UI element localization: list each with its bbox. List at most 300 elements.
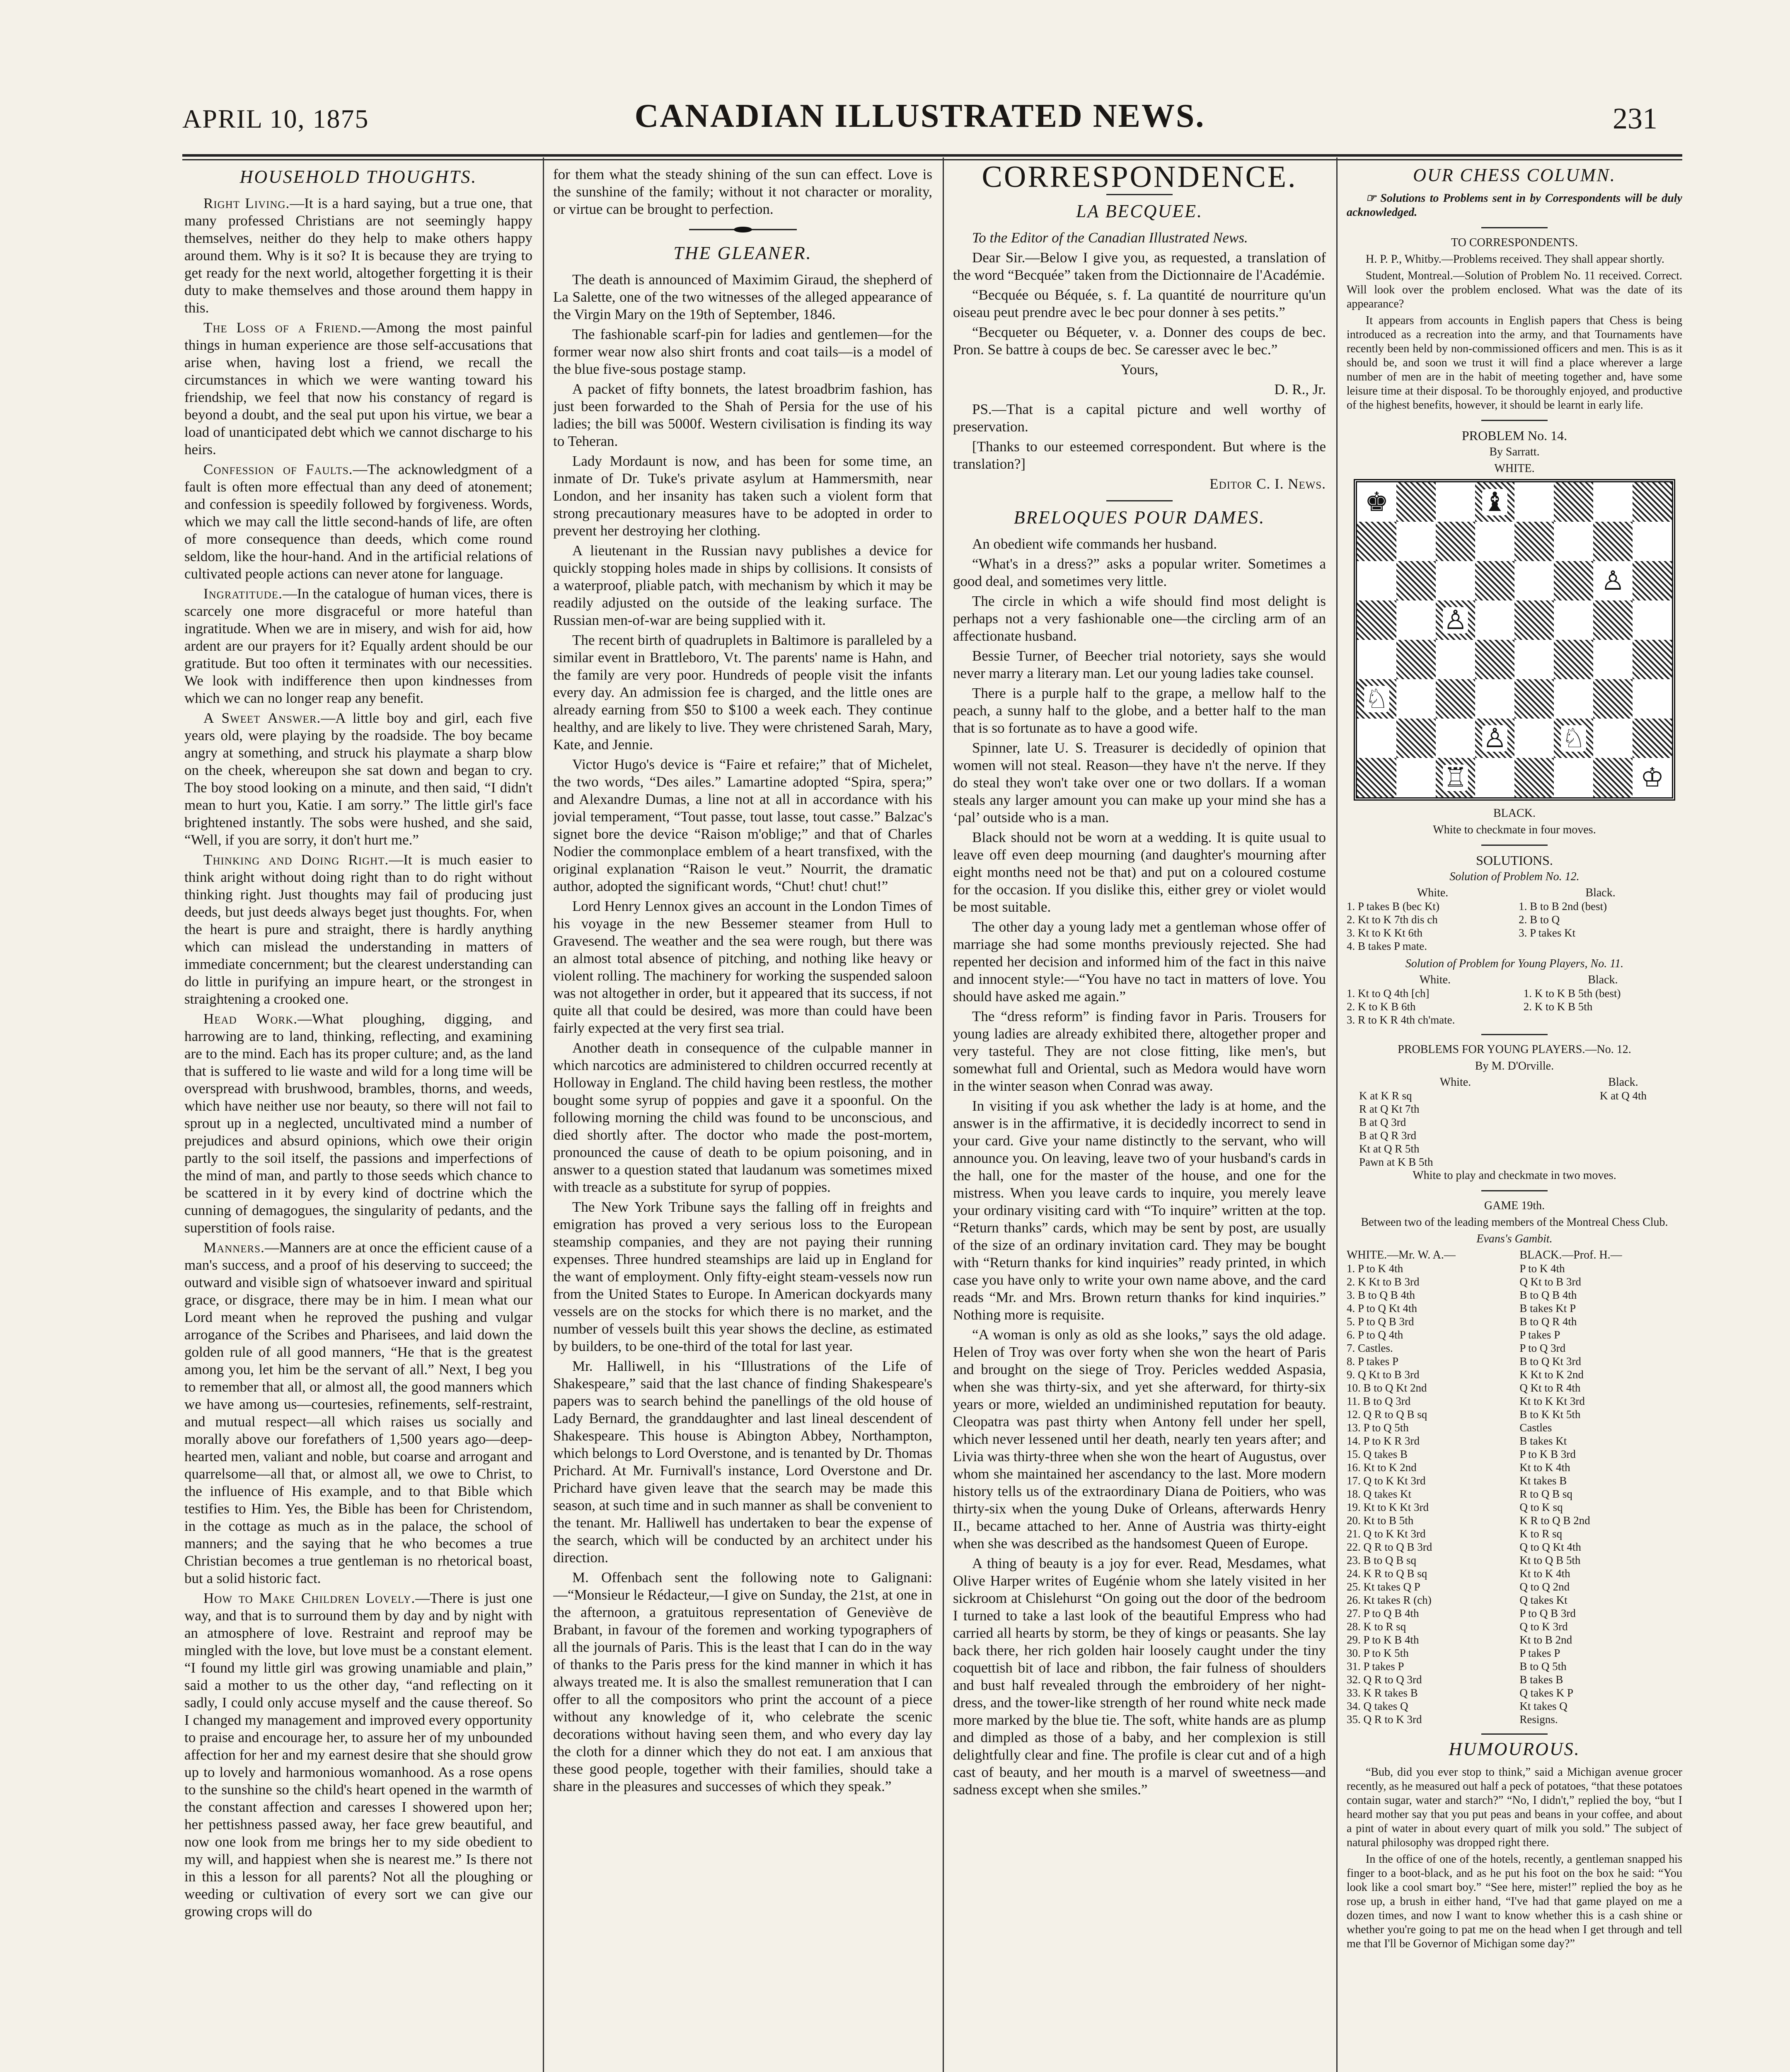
letter-closing: Yours, [1120,361,1159,378]
subsection-title: LA BECQUEE. [1076,201,1203,221]
white-move: 28. K to R sq [1347,1620,1406,1633]
column-correspondence [953,166,1326,2072]
black-header: Black. [1588,973,1618,986]
board-square [1396,640,1436,679]
paragraph-text: —What ploughing, digging, and harrowing are to land, thinking, reflecting, and examining are to the mind. Each has its proper culture; and, as the land that is suffered to lie waste and wild for a long time will be overspread with brushwood, brambles, thorns, and weeds, which have neither use nor beauty, so there will not fail to sprout up in a neglected, uncultivated mind a number of prejudices and absurd opinions, which owe their origin partly to the soil itself, the passions and imperfections of the mind of man, and partly to those seeds which chance to be scattered in it by every kind of doctrine which the cunning of demagogues, the singularity of pedants, and the superstition of fools raise. [184,1011,532,1236]
white-move: 6. P to Q 4th [1347,1329,1403,1341]
white-move: 3. R to K R 4th ch'mate. [1347,1014,1455,1026]
section-title: THE GLEANER. [673,243,812,263]
black-move: 2. B to Q [1519,913,1560,926]
black-move: P to Q B 3rd [1519,1607,1576,1619]
white-move: 22. Q R to Q B 3rd [1347,1541,1432,1553]
board-square [1475,482,1514,522]
move-row [1347,1646,1682,1660]
paragraph [184,195,532,317]
problem-title: PROBLEM No. 14. [1461,428,1567,443]
board-square [1554,640,1593,679]
white-move: 1. Kt to Q 4th [ch] [1347,987,1430,1000]
issue-date: APRIL 10, 1875 [182,104,369,133]
board-square [1357,522,1396,561]
move-row [1347,1713,1682,1726]
white-move: 9. Q Kt to B 3rd [1347,1368,1420,1381]
board-square [1396,561,1436,600]
white-move: 2. K Kt to B 3rd [1347,1276,1420,1288]
column-gleaner [553,166,932,2072]
white-move: 4. B takes P mate. [1347,940,1427,952]
paragraph-lead: A Sweet Answer. [203,710,321,726]
paragraph: A thing of beauty is a joy for ever. Read, Mesdames, what Olive Harper writes of Eugénie whom she lately visited in her sickroom at Chislehurst “On going out the door of the bedroom I turned to take a last look of the beautiful Empress who had carried all hearts by storm, be they of kings or peasants. She lay back there, her rich golden hair loosely caught under the tiny coquettish bit of lace and ribbon, the fair fulness of shoulders and bust half revealed through the embroidery of her night-dress, and the tower-like strength of her round white neck made more marked by the blue tie. The soft, white hands are as plump and dimpled as those of a baby, and her complexion is still delightfully clear and fine. The profile is clear cut and of a high cast of beauty, and her mouth is a marvel of sweetness—and sadness except when she smiles.” [953,1555,1326,1798]
board-square [1436,482,1475,522]
divider [1481,1190,1548,1191]
black-move: Kt takes Q [1519,1700,1567,1712]
white-move: 4. P to Q Kt 4th [1347,1302,1417,1314]
white-piece-position: Kt at Q R 5th [1359,1143,1420,1155]
solution-table [1347,886,1682,953]
board-square [1514,758,1554,797]
black-move: Q takes K P [1519,1687,1574,1699]
game-intro: Between two of the leading members of the Montreal Chess Club. [1361,1216,1668,1229]
chess-piece-icon: ♝ [1483,487,1507,517]
divider [1106,194,1173,195]
section-title: CORRESPONDENCE. [982,166,1297,194]
paragraph-lead: Manners. [203,1239,265,1256]
board-square [1633,522,1672,561]
move-row [1347,1275,1682,1288]
subsection-title: TO CORRESPONDENTS. [1451,236,1578,249]
position-table [1347,1076,1682,1169]
chess-notice: ☞ Solutions to Problems sent in by Correspondents will be duly acknowledged. [1347,192,1682,219]
board-square [1633,561,1672,600]
board-square [1396,482,1436,522]
board-square [1396,758,1436,797]
board-square [1593,679,1633,719]
column-divider [943,157,944,2072]
black-move: B to K Kt 5th [1519,1408,1581,1421]
move-row [1347,1262,1682,1275]
black-move: Kt to K 4th [1519,1567,1570,1580]
paragraph: In the office of one of the hotels, recently, a gentleman snapped his finger to a boot-black, and as he put his foot on the box he said: “You look like a cool smart boy.” “See here, mister!” replied the boy as he rose up, a brush in either hand, “I've had that game played on me a dozen times, and now I want to know whether this is a cash shine or whether you're going to pat me on the head when I get through and tell me that I'll be Governor of Michigan some day?” [1347,1853,1682,1950]
problem-author: By M. D'Orville. [1475,1060,1554,1072]
black-move: Q Kt to B 3rd [1519,1276,1581,1288]
solution-title: Solution of Problem No. 12. [1449,870,1580,883]
white-move: 15. Q takes B [1347,1448,1408,1460]
black-piece-position: K at Q 4th [1599,1089,1647,1102]
board-square [1554,719,1593,758]
move-row [1347,1461,1682,1474]
paragraph: “What's in a dress?” asks a popular writer. Sometimes a good deal, and sometimes very little. [953,556,1326,589]
black-move: Kt to K Kt 3rd [1519,1395,1585,1407]
black-move: B to Q Kt 3rd [1519,1355,1581,1368]
board-square [1475,600,1514,640]
board-square [1593,522,1633,561]
masthead [182,95,1657,153]
paragraph: “Bub, did you ever stop to think,” said a Michigan avenue grocer recently, as he measured out half a peck of potatoes, “that these potatoes contain sugar, water and starch?” “No, I didn't,” replied the boy, “but I heard mother say that you put peas and beans in your coffee, and about a pint of water in about every quart of milk you sold.” The subject of natural philosophy was dropped right there. [1347,1766,1682,1849]
board-square [1436,719,1475,758]
paragraph-text: —In the catalogue of human vices, there is scarcely one more disgraceful or more hateful than ingratitude. When we are in misery, and wish for aid, how ardent are our prayers for it? Equally ardent should be our gratitude. But too often it terminates with our necessities. We look with indifference then upon kindnesses from which we can no longer reap any benefit. [184,586,532,706]
divider [1481,227,1548,228]
move-row [1347,1540,1682,1554]
white-move: 2. Kt to K 7th dis ch [1347,913,1438,926]
board-square [1396,679,1436,719]
editor-note: [Thanks to our esteemed correspondent. But where is the translation?] [953,438,1326,472]
paragraph-text: —There is just one way, and that is to surround them by day and by night with an atmosphere of love. Restraint and reproof may be mingled with the love, but love must be a constant element. “I found my little girl was growing unamiable and plain,” said a mother to us the other day, “and reflecting on it sadly, I could only accuse myself and the cause thereof. So I changed my management and improved every opportunity to praise and encourage her, to assure her of my unbounded affection for her and my earnest desire that she should grow up to lovely and harmonious womanhood. As a rose opens to the sunshine so the child's heart opened in the warmth of the constant affection and caresses I showered upon her; her pettishness passed away, her face grew beautiful, and now one look from me brings her to my side obedient to my will, and happiest when she is nearest me.” Is there not in this a lesson for all parents? Not all the ploughing or weeding or cultivation of every sort we can give our growing crops will do [184,1590,532,1920]
board-square [1436,561,1475,600]
problem-title: PROBLEMS FOR YOUNG PLAYERS.—No. 12. [1398,1043,1631,1056]
board-square [1436,522,1475,561]
black-move: K Kt to K 2nd [1519,1368,1584,1381]
board-square [1514,679,1554,719]
board-caption: White to checkmate in four moves. [1433,823,1596,836]
board-square [1633,679,1672,719]
black-move: Castles [1519,1421,1552,1434]
solutions-title: SOLUTIONS. [1476,853,1553,868]
black-move: B takes Kt [1519,1435,1567,1447]
black-move: P takes P [1519,1329,1560,1341]
board-square [1357,561,1396,600]
paragraph: The circle in which a wife should find most delight is perhaps not a very fashionable one—the circling arm of an affectionate husband. [953,593,1326,644]
move-row [1347,1381,1682,1394]
move-row [1347,1315,1682,1328]
divider [1106,500,1173,501]
board-square [1514,600,1554,640]
paragraph: The death is announced of Maximim Giraud, the shepherd of La Salette, one of the two witnesses of the alleged appearance of the Virgin Mary on the 19th of September, 1846. [553,271,932,322]
board-square [1633,600,1672,640]
black-move: R to Q B sq [1519,1488,1572,1500]
board-square [1357,758,1396,797]
paragraph-lead: Head Work. [203,1011,298,1027]
letter-address: To the Editor of the Canadian Illustrated News. [972,230,1248,246]
white-move: 27. P to Q B 4th [1347,1607,1419,1619]
move-row [1347,1487,1682,1501]
paragraph: Victor Hugo's device is “Faire et refaire;” that of Michelet, the two words, “Des ailes.” Lamartine adopted “Spira, spera;” and Alexandre Dumas, a line not at all in accordance with his jovial temperament, “Tout passe, tout lasse, tout casse.” Balzac's signet bore the device “Raison m'oblige;” and that of Charles Nodier the commonplace emblem of a heart transfixed, with the original explanation “Raison le veut.” Nourrit, the dramatic author, adopted the significant words, “Chut! chut! chut!” [553,756,932,894]
white-move: 8. P takes P [1347,1355,1399,1368]
paragraph-lead: The Loss of a Friend. [203,320,362,336]
move-row [1347,1633,1682,1646]
article-body [184,195,532,1920]
move-row [1347,1593,1682,1607]
game-title: GAME 19th. [1484,1199,1545,1212]
move-row [1347,1447,1682,1461]
divider [1481,1733,1548,1735]
white-move: 24. K R to Q B sq [1347,1567,1427,1580]
white-move: 13. P to Q 5th [1347,1421,1409,1434]
move-row [1347,1567,1682,1580]
board-square [1436,679,1475,719]
board-square [1475,640,1514,679]
black-move: 1. K to K B 5th (best) [1523,987,1621,1000]
board-square [1593,719,1633,758]
move-row [1347,939,1682,953]
move-row [1347,1434,1682,1447]
board-square [1514,561,1554,600]
black-player: BLACK.—Prof. H.— [1519,1249,1622,1261]
white-move: 12. Q R to Q B sq [1347,1408,1427,1421]
newspaper-title: CANADIAN ILLUSTRATED NEWS. [634,98,1205,134]
black-move: Q to K 3rd [1519,1620,1568,1633]
white-move: 21. Q to K Kt 3rd [1347,1527,1426,1540]
article-body [553,271,932,1795]
board-square [1436,600,1475,640]
board-white-label: WHITE. [1494,462,1535,475]
paragraph: Spinner, late U. S. Treasurer is decidedly of opinion that women will not steal. Reason—they have n't the nerve. If they do steal they won't take over one or two dollars. If a woman steals any larger amount you can make up your mind she has a ‘pal’ outside who is a man. [953,740,1326,825]
black-move: B takes B [1519,1673,1563,1686]
white-move: 34. Q takes Q [1347,1700,1408,1712]
black-move: P to Q 3rd [1519,1342,1566,1354]
black-move: Kt to B 2nd [1519,1634,1572,1646]
paragraph [184,585,532,707]
white-move: 10. B to Q Kt 2nd [1347,1382,1427,1394]
move-row [1347,1394,1682,1408]
board-square [1396,522,1436,561]
paragraph: There is a purple half to the grape, a mellow half to the peach, a sunny half to the globe, and a better half to the man that is so fortunate as to have a good wife. [953,685,1326,736]
paragraph: Bessie Turner, of Beecher trial notoriety, says she would never marry a literary man. Let our young ladies take counsel. [953,648,1326,681]
game-opening: Evans's Gambit. [1476,1232,1553,1245]
move-row [1347,1699,1682,1713]
postscript: PS.—That is a capital picture and well worthy of preservation. [953,401,1326,435]
black-move: Kt to K 4th [1519,1461,1570,1474]
chess-piece-icon: ♙ [1443,605,1468,635]
article-body [953,535,1326,1798]
move-row [1347,1000,1682,1013]
paragraph: The New York Tribune says the falling off in freights and emigration has proved a very serious loss to the European steamship companies, and they are not paying their running expenses. Three hundred steamships are laid up in England for the want of employment. Only fifty-eight steam-vessels now run from the United States to Europe. In American dockyards many vessels are on the stocks for which there is no market, and the number of vessels built this year shows the decline, as estimated by builders, to be one-third of the total for last year. [553,1199,932,1354]
paragraph [184,1590,532,1920]
header-rule-thin [182,159,1682,160]
move-row [1347,1607,1682,1620]
board-square [1514,640,1554,679]
subsection-title: BRELOQUES POUR DAMES. [1014,507,1265,528]
white-header: White. [1439,1076,1471,1089]
move-row [1347,1355,1682,1368]
column-divider [1336,157,1338,2072]
problem-caption: White to play and checkmate in two moves. [1413,1169,1616,1182]
letter-paragraph: “Becqueter ou Béqueter, v. a. Donner des coups de bec. Pron. Se battre à coups de bec. Se caresser avec le bec.” [953,324,1326,358]
correspondents-body [1347,252,1682,412]
paragraph: A lieutenant in the Russian navy publishes a device for quickly stopping holes made in ships by collisions. It consists of a waterproof, pliable patch, with mechanism by which it may be readily adjusted on the outside of the leaking surface. The Russian men-of-war are being supplied with it. [553,542,932,628]
board-square [1514,482,1554,522]
divider [1481,845,1548,846]
board-square [1554,600,1593,640]
continued-text: for them what the steady shining of the sun can effect. Love is the sunshine of the family; without it not character or morality, or virtue can be brought to perfection. [553,166,932,217]
pointing-hand-icon: ☞ [1366,192,1381,205]
black-move: B to Q 5th [1519,1660,1567,1673]
white-move: 35. Q R to K 3rd [1347,1713,1422,1726]
paragraph-lead: Ingratitude. [203,586,283,602]
board-square [1554,561,1593,600]
board-square [1593,482,1633,522]
move-row [1347,1580,1682,1593]
move-row [1347,1408,1682,1421]
board-square [1436,640,1475,679]
paragraph: An obedient wife commands her husband. [972,536,1217,552]
white-piece-position: B at Q R 3rd [1359,1129,1416,1142]
paragraph: Lord Henry Lennox gives an account in the London Times of his voyage in the new Bessemer steamer from Hull to Gravesend. The weather and the sea were rough, but there was an almost total absence of pitching, and nothing like heavy or violent rolling. The machinery for working the suspended saloon was not altogether in order, but it appeared that its success, if not quite all that could be desired, was more than could have been fairly expected at the very first sea trial. [553,898,932,1036]
black-move: P to K B 3rd [1519,1448,1576,1460]
paragraph-lead: Confession of Faults. [203,461,353,477]
black-move: Kt to Q B 5th [1519,1554,1581,1566]
divider [1481,1034,1548,1035]
board-square [1593,600,1633,640]
paragraph-lead: How to Make Children Lovely. [203,1590,416,1606]
black-move: B to Q B 4th [1519,1289,1577,1301]
board-square [1633,482,1672,522]
white-header: White. [1417,886,1449,899]
move-row [1347,987,1682,1000]
white-move: 18. Q takes Kt [1347,1488,1411,1500]
ornament-divider [689,225,797,234]
chess-piece-icon: ♚ [1364,487,1389,517]
paragraph: In visiting if you ask whether the lady is at home, and the answer is in the affirmative, it is decidedly incorrect to send in your card. Give your name distinctly to the servant, who will announce you. On leaving, leave two of your husband's cards in the hall, one for the master of the house, and one for the mistress. When you leave cards to inquire, you merely leave your ordinary visiting card with “To inquire” written at the top. “Return thanks” cards, which may be sent by post, are usually of the size of an ordinary invitation card. They may be bought with “Return thanks for kind inquiries” ready printed, in which case you have only to write your own name above, and the card reads “Mr. and Mrs. Brown return thanks for kind inquiries.” Nothing more is requisite. [953,1098,1326,1323]
chess-piece-icon: ♘ [1364,684,1389,714]
move-row [1347,1620,1682,1633]
board-square [1554,522,1593,561]
black-move: Kt takes B [1519,1474,1567,1487]
chess-piece-icon: ♔ [1640,762,1664,792]
board-square [1475,679,1514,719]
white-move: 7. Castles. [1347,1342,1393,1354]
paragraph: Lady Mordaunt is now, and has been for some time, an inmate of Dr. Tuke's private asylum at Hammersmith, near London, and her insanity has taken such a violent form that strong precautionary measures have to be adopted in order to prevent her destroying her clothing. [553,453,932,539]
move-row [1347,1673,1682,1686]
column-chess [1347,166,1682,2072]
board-square [1514,522,1554,561]
board-black-label: BLACK. [1493,807,1536,820]
white-move: 23. B to Q B sq [1347,1554,1417,1566]
move-row [1347,1686,1682,1699]
black-move: K to R sq [1519,1527,1563,1540]
paragraph-lead: Thinking and Doing Right. [203,852,389,868]
white-move: 25. Kt takes Q P [1347,1581,1420,1593]
paragraph: The other day a young lady met a gentleman whose offer of marriage she had some months previously rejected. She had repented her decision and informed him of the fact in this naive and innocent style:—“You have no tact in matters of love. You should have asked me again.” [953,919,1326,1005]
chess-piece-icon: ♘ [1561,723,1586,753]
chess-piece-icon: ♙ [1483,723,1507,753]
board-square [1593,640,1633,679]
letter-paragraph: Dear Sir.—Below I give you, as requested, a translation of the word “Becquée” taken from the Dictionnaire de l'Académie. [953,249,1326,283]
subsection-title: HUMOUROUS. [1449,1739,1580,1759]
section-title: OUR CHESS COLUMN. [1413,166,1616,185]
paragraph [184,1010,532,1237]
board-square [1554,679,1593,719]
board-square [1633,719,1672,758]
black-move: Q to Q 2nd [1519,1581,1570,1593]
paragraph: The “dress reform” is finding favor in Paris. Trousers for young ladies are already exhibited there, altogether proper and very tasteful. They are not close fitting, like men's, but somewhat full and Oriental, such as Medora would have worn in the winter season when Conrad was away. [953,1008,1326,1094]
paragraph-text: —Manners are at once the efficient cause of a man's success, and a proof of his deserving to succeed; the outward and visible sign of whatsoever inward and spiritual grace, or disgrace, there may be in him. I mean what our Lord meant when he reproved the pushing and vulgar arrogance of the Scribes and Pharisees, and laid down the golden rule of all good manners, “He that is the greatest among you, let him be the servant of all.” Next, I beg you to remember that all, or almost all, the good manners which we have among us—courtesies, refinements, self-restraint, and mutual respect—all which raises us socially and morally above our forefathers of 1,500 years ago—deep-hearted men, valiant and noble, but coarse and arrogant and quarrelsome—all that, or almost all, we owe to Christ, to the influence of His example, and to that Bible which testifies to Him. Yes, the Bible has been for Christendom, in the cottage as much as in the palace, the school of manners; and the saying that he who becomes a true Christian becomes a true gentleman is no rhetorical boast, but a solid historic fact. [184,1239,532,1586]
paragraph: The fashionable scarf-pin for ladies and gentlemen—for the former wear now also shirt fronts and coat tails—is a model of the blue five-sous postage stamp. [553,326,932,377]
board-square [1554,758,1593,797]
white-player: WHITE.—Mr. W. A.— [1347,1249,1456,1261]
move-row [1347,926,1682,939]
black-header: Black. [1585,886,1616,899]
white-move: 14. P to K R 3rd [1347,1435,1420,1447]
paragraph: Student, Montreal.—Solution of Problem No. 11 received. Correct. Will look over the problem enclosed. What was the date of its appearance? [1347,269,1682,310]
black-move: Q to Q Kt 4th [1519,1541,1581,1553]
board-square [1436,758,1475,797]
white-move: 33. K R takes B [1347,1687,1418,1699]
board-square [1396,600,1436,640]
letter-paragraph: “Becquée ou Béquée, s. f. La quantité de nourriture qu'un oiseau peut prendre avec le bec pour donner à ses petits.” [953,287,1326,320]
paragraph-text: —Among the most painful things in human experience are those self-accusations that arise when, having lost a friend, we recall the circumstances in which we were wanting toward his friendship, we feel that now his constancy of regard is beyond a doubt, and the seal put upon his virtue, we bear a load of unanticipated debt which we cannot discharge to his heirs. [184,320,532,457]
black-move [1524,1013,1682,1026]
white-move: 3. B to Q B 4th [1347,1289,1415,1301]
black-move: 1. B to B 2nd (best) [1519,900,1607,913]
move-row [1347,1514,1682,1527]
black-move: B takes Kt P [1519,1302,1576,1314]
white-move: 1. P to K 4th [1347,1262,1403,1275]
move-row [1347,1501,1682,1514]
white-move: 2. K to K B 6th [1347,1000,1416,1013]
board-square [1357,482,1396,522]
solution-title: Solution of Problem for Young Players, No. 11. [1405,957,1624,970]
white-move: 1. P takes B (bec Kt) [1347,900,1439,913]
board-square [1633,758,1672,797]
paragraph [184,851,532,1008]
board-square [1396,719,1436,758]
board-square [1475,758,1514,797]
paragraph-text: —It is a hard saying, but a true one, that many professed Christians are not seemingly happy themselves, neither do they help to make others happy around them. Why is it so? It is because they are trying to get ready for the next world, altogether forgetting it is their duty to make themselves and those around them happy in this. [184,195,532,316]
black-move: P takes P [1519,1647,1560,1659]
white-piece-position: Pawn at K B 5th [1359,1156,1433,1168]
paragraph: The recent birth of quadruplets in Baltimore is paralleled by a similar event in Brattleboro, Vt. The parents' name is Hahn, and the family are very poor. Hundreds of people visit the infants every day. An admission fee is charged, and the little ones are already earning from $50 to $100 a week each. They continue healthy, and are likely to live. They were christened Sarah, Mary, Kate, and Jennie. [553,632,932,753]
move-row [1347,1474,1682,1487]
white-move: 5. P to Q B 3rd [1347,1315,1414,1328]
move-row [1347,913,1682,926]
solution-table [1347,973,1682,1026]
move-row [1347,1328,1682,1341]
white-move: 30. P to K 5th [1347,1647,1409,1659]
board-square [1475,561,1514,600]
paragraph: It appears from accounts in English papers that Chess is being introduced as a recreation into the army, and that Tournaments have recently been held by non-commissioned officers and men. This is as it should be, and soon we trust it will find a place wherever a large number of men are in the habit of meeting together and, have some leisure time at their disposal. To be thoroughly enjoyed, and productive of the highest benefits, however, it should be learnt in early life. [1347,314,1682,411]
black-move: 2. K to K B 5th [1523,1000,1593,1013]
board-square [1357,600,1396,640]
paragraph: Black should not be worn at a wedding. It is quite usual to leave off even deep mourning (and daughter's mourning after eight months need not be that) and put on a coloured costume for the occasion. If you dislike this, either grey or violet would be most suitable. [953,829,1326,915]
paragraph-lead: Right Living. [203,195,290,211]
white-move: 20. Kt to B 5th [1347,1514,1414,1527]
black-move: Q takes Kt [1519,1594,1567,1606]
black-header: Black. [1608,1076,1638,1089]
white-move: 16. Kt to K 2nd [1347,1461,1417,1474]
move-row [1347,1341,1682,1355]
letter-signature: D. R., Jr. [1274,381,1326,397]
paragraph: M. Offenbach sent the following note to Galignani:—“Monsieur le Rédacteur,—I give on Sunday, the 21st, at one in the afternoon, a gratuitous representation of Geneviève de Brabant, in favour of the foremen and working typographers of all the journals of Paris. This is the least that I can do in the way of thanks to the Paris press for the kind manner in which it has always treated me. It is also the smallest remuneration that I can offer to all the compositors who print the account of a piece without any knowledge of it, who celebrate the scenic decorations without having seen them, and who every day lay the cloth for a dinner which they do not eat. I am anxious that these good people, together with their families, should take a share in the pleasures and successes of which they speak.” [553,1569,932,1794]
letter-body [953,249,1326,358]
move-row [1347,900,1682,913]
column-divider [543,157,544,2072]
board-square [1514,719,1554,758]
paragraph [184,709,532,849]
white-header: White. [1419,973,1451,986]
paragraph: Mr. Halliwell, in his “Illustrations of the Life of Shakespeare,” said that the last chance of finding Shakespeare's papers was to search behind the panellings of the old house of Lady Bernard, the granddaughter and last lineal descendent of Shakespeare. This house is Abington Abbey, Northampton, which belongs to Lord Overstone, and is tenanted by Dr. Thomas Prichard. At Mr. Furnivall's instance, Lord Overstone and Dr. Prichard have given leave that the search may be made this season, at such time and in such manner as shall be convenient to the tenant. Mr. Halliwell has undertaken to bear the expense of the search, which will be conducted by an architect under his direction. [553,1358,932,1566]
move-row [1347,1302,1682,1315]
white-move: 11. B to Q 3rd [1347,1395,1411,1407]
white-piece-position: K at K R sq [1359,1089,1412,1102]
move-row [1347,1660,1682,1673]
problem-author: By Sarratt. [1489,445,1540,458]
board-square [1357,679,1396,719]
board-square [1593,561,1633,600]
move-row [1347,1013,1682,1026]
move-row [1347,1288,1682,1302]
black-move: B to Q R 4th [1519,1315,1577,1328]
paragraph: H. P. P., Whitby.—Problems received. They shall appear shortly. [1366,253,1664,266]
chess-piece-icon: ♖ [1443,762,1468,792]
paragraph: Another death in consequence of the culpable manner in which narcotics are administered to children occurred recently at Holloway in England. The child having been restless, the mother bought some syrup of poppies and gave it a spoonful. On the following morning the child was found to be unconscious, and died shortly after. The doctor who made the post-mortem, pronounced the cause of death to be opium poisoning, and in answer to a question stated that laudanum was sometimes mixed with treacle as a substitute for syrup of poppies. [553,1040,932,1195]
white-move: 32. Q R to Q 3rd [1347,1673,1422,1686]
white-piece-position: B at Q 3rd [1359,1116,1406,1128]
humour-body [1347,1765,1682,1951]
board-square [1357,640,1396,679]
chess-piece-icon: ♙ [1601,566,1625,595]
black-move: K R to Q B 2nd [1519,1514,1590,1527]
paragraph-text: —It is much easier to think aright without doing right than to do right without thinking right. Just thoughts may fail of producing just deeds, but just deeds always beget just thoughts. For, when the heart is pure and straight, there is hardly anything which can mislead the understanding in matters of immediate concernment; but the clearest understanding can do little in purifying an impure heart, or the strongest in straightening a crooked one. [184,852,532,1007]
black-move: P to K 4th [1519,1262,1565,1275]
